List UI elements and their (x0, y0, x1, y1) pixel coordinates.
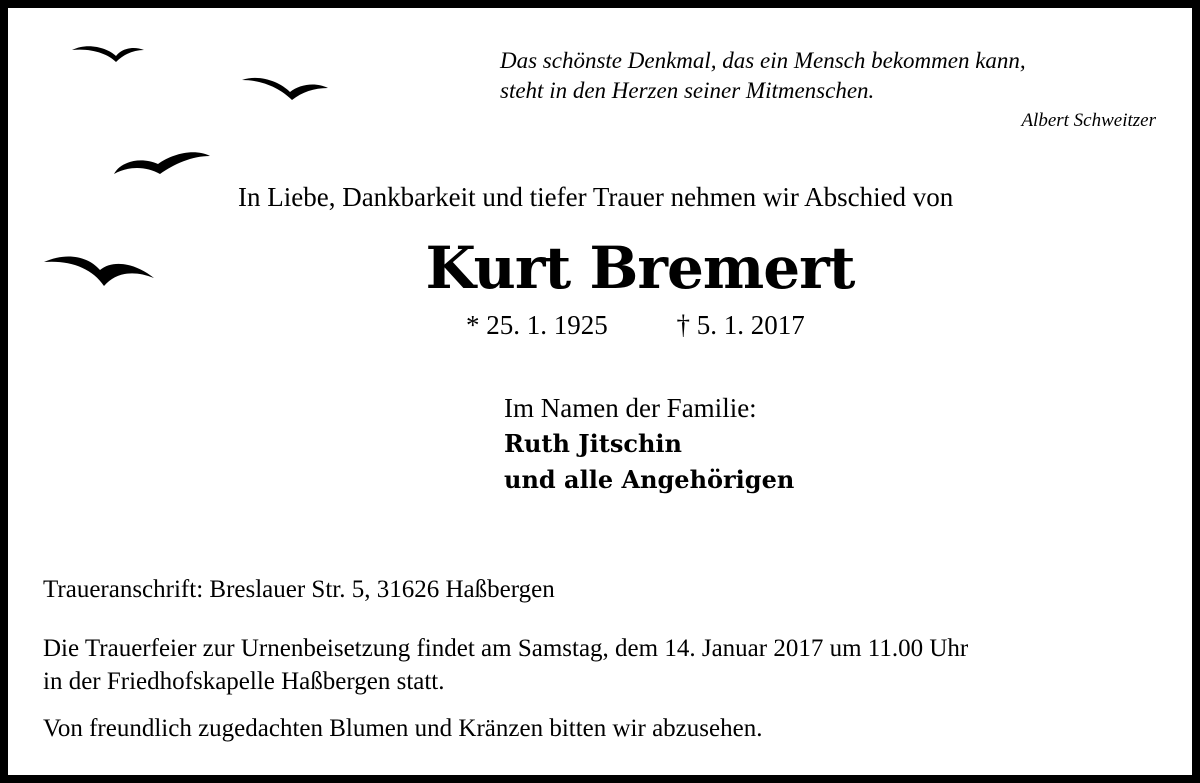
family-block (504, 390, 794, 498)
intro-text: In Liebe, Dankbarkeit und tiefer Trauer nehmen wir Abschied von (238, 182, 954, 212)
quote-author: Albert Schweitzer (1021, 110, 1156, 131)
signer-relatives: und alle Angehörigen (504, 465, 795, 494)
mourning-address: Traueranschrift: Breslauer Str. 5, 31626 Haßbergen (43, 576, 555, 603)
family-label: Im Namen der Familie: (504, 393, 757, 423)
ceremony-info (43, 632, 1162, 698)
life-dates (466, 310, 805, 341)
quote-line-1: Das schönste Denkmal, das ein Mensch bekommen kann, (500, 48, 1026, 73)
quote-block (476, 46, 1156, 134)
death-date: † 5. 1. 2017 (676, 310, 805, 340)
signer-name: Ruth Jitschin (504, 429, 682, 458)
flowers-note: Von freundlich zugedachten Blumen und Kränzen bitten wir abzusehen. (43, 715, 763, 742)
bird-icon (114, 152, 210, 174)
ceremony-line-2: in der Friedhofskapelle Haßbergen statt. (43, 668, 445, 695)
birth-date: * 25. 1. 1925 (466, 310, 608, 340)
ceremony-line-1: Die Trauerfeier zur Urnenbeisetzung findet am Samstag, dem 14. Januar 2017 um 11.00 Uhr (43, 635, 969, 662)
bird-icon (72, 46, 144, 62)
deceased-name: Kurt Bremert (425, 234, 855, 302)
bird-icon (242, 78, 328, 100)
quote-line-2: steht in den Herzen seiner Mitmenschen. (500, 78, 875, 103)
